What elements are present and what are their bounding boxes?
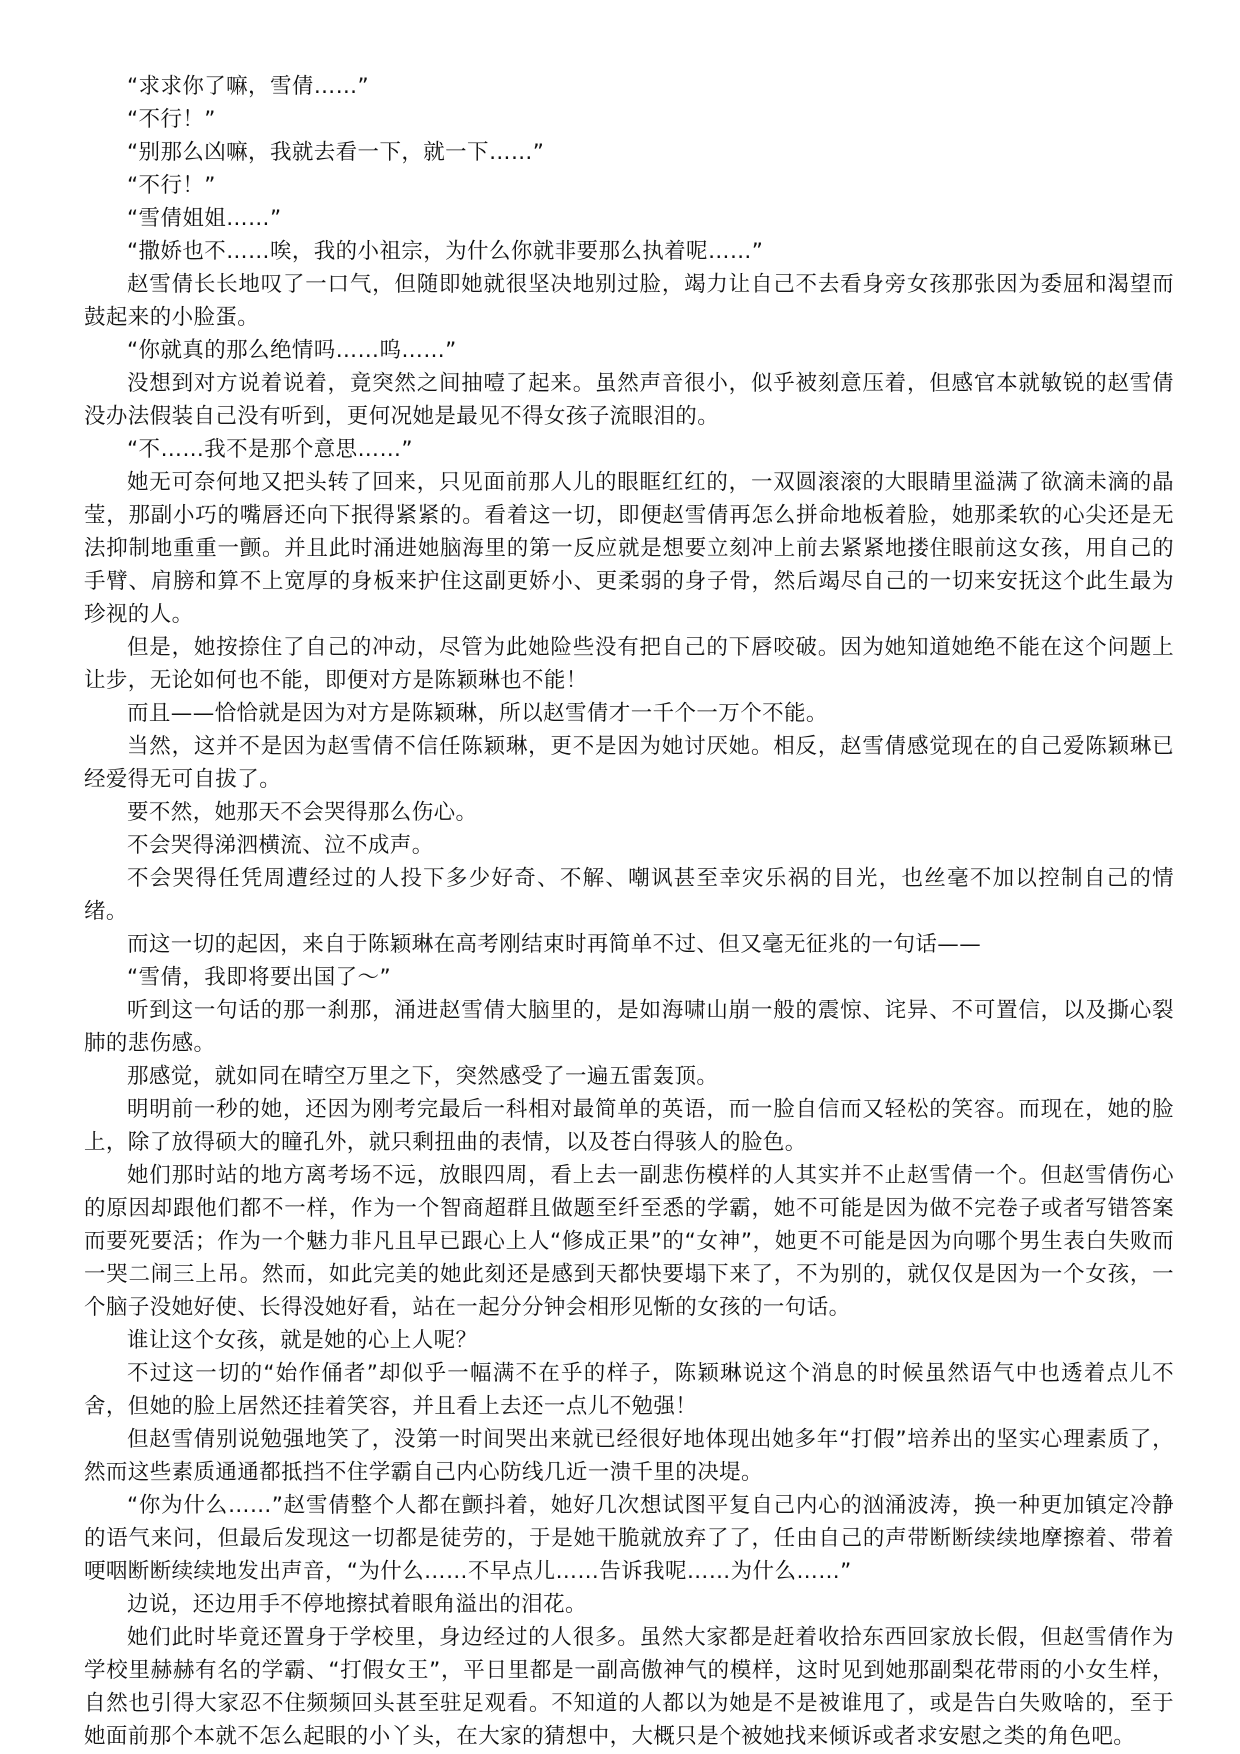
paragraph: “雪倩，我即将要出国了～” [127, 965, 391, 990]
document-page [84, 70, 1174, 1753]
paragraph: 没想到对方说着说着，竟突然之间抽噎了起来。虽然声音很小，似乎被刻意压着，但感官本就敏锐的赵雪倩没办法假装自己没有听到，更何况她是最见不得女孩子流眼泪的。 [84, 371, 1174, 429]
paragraph: “撒娇也不……唉，我的小祖宗，为什么你就非要那么执着呢……” [127, 239, 764, 264]
paragraph: 而这一切的起因，来自于陈颖琳在高考刚结束时再简单不过、但又毫无征兆的一句话—— [127, 932, 982, 957]
paragraph: 不过这一切的“始作俑者”却似乎一幅满不在乎的样子，陈颖琳说这个消息的时候虽然语气中也透着点儿不舍，但她的脸上居然还挂着笑容，并且看上去还一点儿不勉强！ [84, 1361, 1174, 1419]
paragraph: 赵雪倩长长地叹了一口气，但随即她就很坚决地别过脸，竭力让自己不去看身旁女孩那张因为委屈和渴望而鼓起来的小脸蛋。 [84, 272, 1174, 330]
paragraph: “别那么凶嘛，我就去看一下，就一下……” [127, 140, 545, 165]
paragraph: “雪倩姐姐……” [127, 206, 282, 231]
paragraph: “不行！” [127, 107, 216, 132]
paragraph: 那感觉，就如同在晴空万里之下，突然感受了一遍五雷轰顶。 [127, 1064, 719, 1089]
paragraph: “你为什么……”赵雪倩整个人都在颤抖着，她好几次想试图平复自己内心的汹涌波涛，换一种更加镇定冷静的语气来问，但最后发现这一切都是徒劳的，于是她干脆就放弃了了，任由自己的声带断断续续地摩擦着、带着哽咽断断续续地发出声音，“为什么……不早点儿……告诉我呢……为什么……” [84, 1493, 1174, 1584]
paragraph: 但赵雪倩别说勉强地笑了，没第一时间哭出来就已经很好地体现出她多年“打假”培养出的坚实心理素质了，然而这些素质通通都抵挡不住学霸自己内心防线几近一溃千里的决堤。 [84, 1427, 1174, 1485]
paragraph: 她们此时毕竟还置身于学校里，身边经过的人很多。虽然大家都是赶着收拾东西回家放长假，但赵雪倩作为学校里赫赫有名的学霸、“打假女王”，平日里都是一副高傲神气的模样，这时见到她那副梨花带雨的小女生样，自然也引得大家忍不住频频回头甚至驻足观看。不知道的人都以为她是不是被谁甩了，或是告白失败啥的，至于她面前那个本就不怎么起眼的小丫头，在大家的猜想中，大概只是个被她找来倾诉或者求安慰之类的角色吧。 [84, 1625, 1174, 1749]
paragraph: 而且——恰恰就是因为对方是陈颖琳，所以赵雪倩才一千个一万个不能。 [127, 701, 828, 726]
paragraph: 谁让这个女孩，就是她的心上人呢？ [127, 1328, 478, 1353]
paragraph: 不会哭得任凭周遭经过的人投下多少好奇、不解、嘲讽甚至幸灾乐祸的目光，也丝毫不加以控制自己的情绪。 [84, 866, 1174, 924]
paragraph: “求求你了嘛，雪倩……” [127, 74, 370, 99]
paragraph: “你就真的那么绝情吗……呜……” [127, 338, 457, 363]
paragraph: 她们那时站的地方离考场不远，放眼四周，看上去一副悲伤模样的人其实并不止赵雪倩一个。但赵雪倩伤心的原因却跟他们都不一样，作为一个智商超群且做题至纤至悉的学霸，她不可能是因为做不完卷子或者写错答案而要死要活；作为一个魅力非凡且早已跟心上人“修成正果”的“女神”，她更不可能是因为向哪个男生表白失败而一哭二闹三上吊。然而，如此完美的她此刻还是感到天都快要塌下来了，不为别的，就仅仅是因为一个女孩，一个脑子没她好使、长得没她好看，站在一起分分钟会相形见惭的女孩的一句话。 [84, 1163, 1174, 1320]
paragraph: “不行！” [127, 173, 216, 198]
paragraph: 要不然，她那天不会哭得那么伤心。 [127, 800, 478, 825]
paragraph: 边说，还边用手不停地擦拭着眼角溢出的泪花。 [127, 1592, 587, 1617]
paragraph: 当然，这并不是因为赵雪倩不信任陈颖琳，更不是因为她讨厌她。相反，赵雪倩感觉现在的自己爱陈颖琳已经爱得无可自拔了。 [84, 734, 1174, 792]
paragraph: 不会哭得涕泗横流、泣不成声。 [127, 833, 434, 858]
paragraph: 听到这一句话的那一刹那，涌进赵雪倩大脑里的，是如海啸山崩一般的震惊、诧异、不可置信，以及撕心裂肺的悲伤感。 [84, 998, 1174, 1056]
paragraph: “不……我不是那个意思……” [127, 437, 413, 462]
paragraph: 明明前一秒的她，还因为刚考完最后一科相对最简单的英语，而一脸自信而又轻松的笑容。而现在，她的脸上，除了放得硕大的瞳孔外，就只剩扭曲的表情，以及苍白得骇人的脸色。 [84, 1097, 1174, 1155]
paragraph: 但是，她按捺住了自己的冲动，尽管为此她险些没有把自己的下唇咬破。因为她知道她绝不能在这个问题上让步，无论如何也不能，即便对方是陈颖琳也不能！ [84, 635, 1174, 693]
paragraph: 她无可奈何地又把头转了回来，只见面前那人儿的眼眶红红的，一双圆滚滚的大眼睛里溢满了欲滴未滴的晶莹，那副小巧的嘴唇还向下抿得紧紧的。看着这一切，即便赵雪倩再怎么拼命地板着脸，她那柔软的心尖还是无法抑制地重重一颤。并且此时涌进她脑海里的第一反应就是想要立刻冲上前去紧紧地搂住眼前这女孩，用自己的手臂、肩膀和算不上宽厚的身板来护住这副更娇小、更柔弱的身子骨，然后竭尽自己的一切来安抚这个此生最为珍视的人。 [84, 470, 1174, 627]
